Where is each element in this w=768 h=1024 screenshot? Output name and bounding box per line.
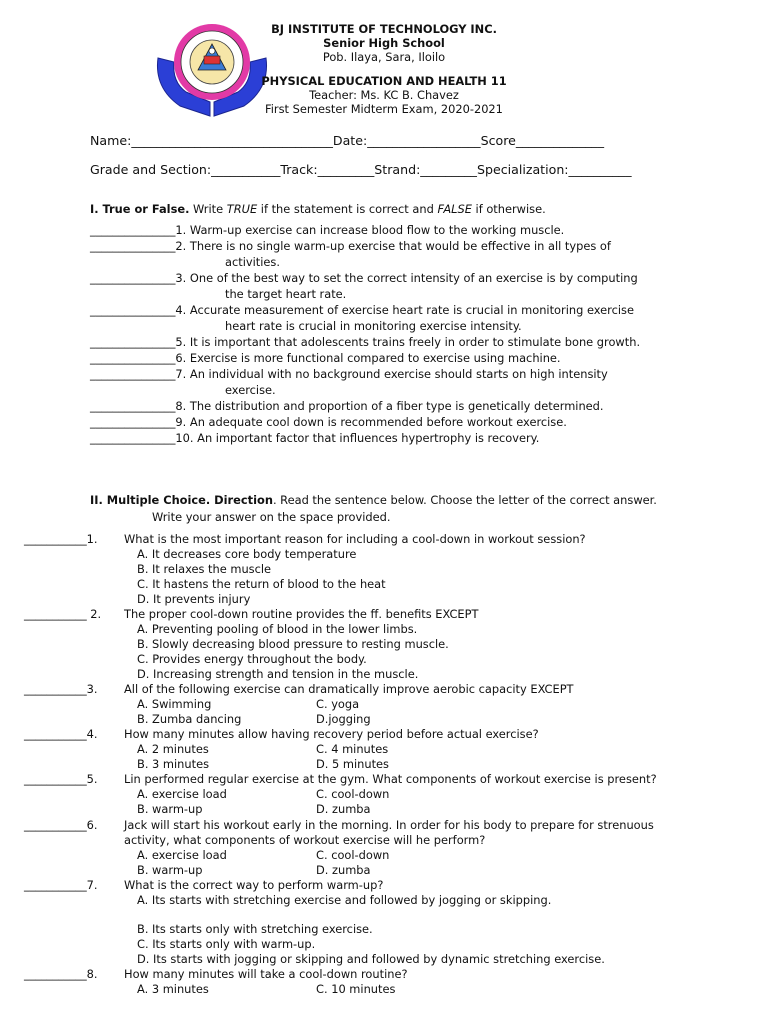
question-text: How many minutes will take a cool-down routine? (124, 967, 408, 981)
tf-item: _______________6. Exercise is more functional compared to exercise using machine. (90, 351, 561, 365)
question-text: What is the most important reason for including a cool-down in workout session? (124, 532, 586, 546)
question-text-cont: activity, what components of workout exercise will he perform? (124, 833, 486, 847)
choice: D. zumba (316, 863, 371, 877)
tf-item: _______________1. Warm-up exercise can increase blood flow to the working muscle. (90, 223, 565, 237)
choice: A. Preventing pooling of blood in the lower limbs. (137, 622, 418, 636)
tf-item-cont: heart rate is crucial in monitoring exercise intensity. (225, 319, 522, 333)
part2-heading (90, 493, 657, 507)
part1-title: I. True or False. (90, 202, 190, 216)
choice: A. Its starts with stretching exercise and followed by jogging or skipping. (137, 893, 552, 907)
tf-item: _______________3. One of the best way to set the correct intensity of an exercise is by computing (90, 271, 638, 285)
choice: B. 3 minutes (137, 757, 210, 771)
tf-item: _______________7. An individual with no background exercise should starts on high intensity (90, 367, 608, 381)
tf-item-cont: exercise. (225, 383, 276, 397)
choice: D. Its starts with jogging or skipping and followed by dynamic stretching exercise. (137, 952, 605, 966)
answer-blank: ___________6. (24, 818, 98, 832)
choice: A. Swimming (137, 697, 212, 711)
part2-title: II. Multiple Choice. Direction (90, 493, 273, 507)
school-name: BJ INSTITUTE OF TECHNOLOGY INC. (271, 22, 497, 36)
part1-heading (90, 202, 546, 216)
choice: C. Provides energy throughout the body. (137, 652, 367, 666)
tf-item: _______________2. There is no single warm-up exercise that would be effective in all types of (90, 239, 611, 253)
answer-blank: ___________1. (24, 532, 98, 546)
choice: D. It prevents injury (137, 592, 251, 606)
choice: C. It hastens the return of blood to the heat (137, 577, 386, 591)
choice: D. Increasing strength and tension in the muscle. (137, 667, 419, 681)
choice: D.jogging (316, 712, 371, 726)
choice: C. 4 minutes (316, 742, 389, 756)
choice: B. warm-up (137, 802, 203, 816)
tf-item: _______________4. Accurate measurement of exercise heart rate is crucial in monitoring exercise (90, 303, 634, 317)
answer-blank: ___________3. (24, 682, 98, 696)
tf-item: _______________8. The distribution and proportion of a fiber type is genetically determined. (90, 399, 604, 413)
choice: C. Its starts only with warm-up. (137, 937, 316, 951)
choice: C. yoga (316, 697, 360, 711)
part2-text: . Read the sentence below. Choose the letter of the correct answer. (272, 493, 657, 507)
choice: C. 10 minutes (316, 982, 396, 996)
choice: D. 5 minutes (316, 757, 389, 771)
tf-item-cont: the target heart rate. (225, 287, 347, 301)
choice: A. It decreases core body temperature (137, 547, 357, 561)
question-text: Jack will start his workout early in the morning. In order for his body to prepare for strenuous (124, 818, 654, 832)
choice: B. It relaxes the muscle (137, 562, 272, 576)
question-text: The proper cool-down routine provides the ff. benefits EXCEPT (124, 607, 479, 621)
choice: A. exercise load (137, 787, 227, 801)
grade-track-row: Grade and Section:___________Track:_________Strand:_________Specialization:__________ (90, 162, 632, 177)
choice: B. Zumba dancing (137, 712, 242, 726)
tf-item: _______________9. An adequate cool down is recommended before workout exercise. (90, 415, 567, 429)
choice: C. cool-down (316, 787, 390, 801)
false-word: FALSE (437, 202, 472, 216)
part2-heading-line2: Write your answer on the space provided. (152, 510, 391, 524)
choice: B. Its starts only with stretching exercise. (137, 922, 373, 936)
true-word: TRUE (226, 202, 258, 216)
answer-blank: ___________5. (24, 772, 98, 786)
choice: A. exercise load (137, 848, 227, 862)
school-division: Senior High School (323, 36, 445, 50)
part1-text: Write (189, 202, 227, 216)
part1-text: if otherwise. (471, 202, 546, 216)
answer-blank: ___________4. (24, 727, 98, 741)
exam-title: First Semester Midterm Exam, 2020-2021 (265, 102, 503, 116)
answer-blank: ___________8. (24, 967, 98, 981)
subject-title: PHYSICAL EDUCATION AND HEALTH 11 (261, 74, 507, 88)
choice: D. zumba (316, 802, 371, 816)
question-text: Lin performed regular exercise at the gym. What components of workout exercise is present? (124, 772, 657, 786)
answer-blank: ___________ 2. (24, 607, 102, 621)
tf-item-cont: activities. (225, 255, 280, 269)
choice: B. warm-up (137, 863, 203, 877)
choice: A. 2 minutes (137, 742, 209, 756)
choice: A. 3 minutes (137, 982, 209, 996)
question-text: What is the correct way to perform warm-up? (124, 878, 384, 892)
teacher-name: Teacher: Ms. KC B. Chavez (309, 88, 459, 102)
name-date-score-row: Name:________________________________Date:__________________Score______________ (90, 133, 605, 148)
answer-blank: ___________7. (24, 878, 98, 892)
school-address: Pob. Ilaya, Sara, Iloilo (322, 50, 446, 64)
choice: C. cool-down (316, 848, 390, 862)
tf-item: _______________10. An important factor that influences hypertrophy is recovery. (90, 431, 540, 445)
question-text: All of the following exercise can dramatically improve aerobic capacity EXCEPT (124, 682, 574, 696)
part1-text: if the statement is correct and (257, 202, 438, 216)
choice: B. Slowly decreasing blood pressure to resting muscle. (137, 637, 449, 651)
question-text: How many minutes allow having recovery period before actual exercise? (124, 727, 539, 741)
tf-item: _______________5. It is important that adolescents trains freely in order to stimulate bone growth. (90, 335, 641, 349)
